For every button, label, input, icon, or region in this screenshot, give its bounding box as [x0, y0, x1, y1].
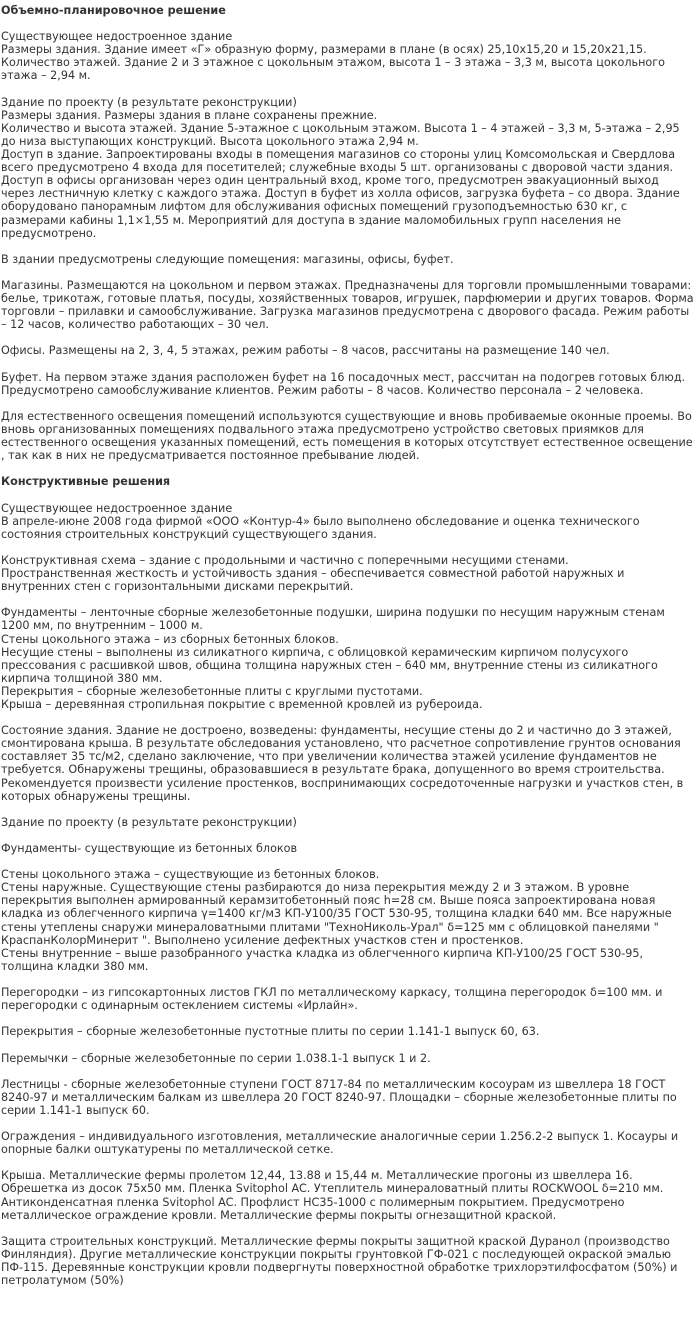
project-floors-text: Количество и высота этажей. Здание 5-этажное с цокольным этажом. Высота 1 – 4 этажей – 3,3 м, 5-этажа – 2,95 до низа выступающих конструкций. Высота цокольного этажа 2,94 м.	[1, 121, 680, 148]
roof-project-text: Крыша. Металлические фермы пролетом 12,44, 13.88 и 15,44 м. Металлические прогоны из швеллера 16. Обрешетка из досок 75х50 мм. Пленка Svitophol AC. Утеплитель минераловатный плиты ROCKWOOL δ=210 мм. Антиконденсатная пленка Svitophol AC. Профлист НС35-1000 с полимерным покрытием. Предусмотрено металлическое ограждение кровли. Металлические фермы покрыты огнезащитной краской.	[1, 1169, 664, 1222]
scheme-block	[1, 554, 695, 593]
lintels-text: Перемычки – сборные железобетонные по серии 1.038.1-1 выпуск 1 и 2.	[1, 1051, 431, 1065]
structures-block	[1, 606, 695, 711]
basement-walls-text: Стены цокольного этажа – из сборных бетонных блоков.	[1, 632, 339, 646]
roof-existing-text: Крыша – деревянная стропильная покрытие с временной кровлей из рубероида.	[1, 697, 483, 711]
internal-walls-text: Стены внутренние – выше разобранного участка кладка из облегченного кирпича КП-У100/25 ГОСТ 530-95, толщина кладки 380 мм.	[1, 946, 644, 973]
rooms-text: В здании предусмотрены следующие помещения: магазины, офисы, буфет.	[1, 252, 454, 266]
shops-text: Магазины. Размещаются на цокольном и первом этажах. Предназначены для торговли промышленными товарами: белье, трикотаж, готовые платья, посуды, хозяйственных товаров, игрушек, парфюмерии и других товаров. Форма торговли – прилавки и самообслуживание. Загрузка магазинов предусмотрена с дворового фасада. Режим работы – 12 часов, количество работающих – 30 чел.	[1, 278, 694, 332]
condition-text: Состояние здания. Здание не достроено, возведены: фундаменты, несущие стены до 2 и частично до 3 этажей, смонтирована крыша. В результате обследования установлено, что расчетное сопротивление грунтов основания составляет 35 тс/м2, сделано заключение, что при увеличении количества этажей усиление фундаментов не требуется. Обнаружены трещины, образовавшиеся в результате брака, допущенного во время строительства. Рекомендуется произвести усиление простенков, воспринимающих сосредоточенные нагрузки и участков стен, в которых обнаружены трещины.	[1, 724, 684, 803]
stairs-text: Лестницы - сборные железобетонные ступени ГОСТ 8717-84 по металлическим косоурам из швеллера 18 ГОСТ 8240-97 и металлическим балкам из швеллера 20 ГОСТ 8240-97. Площадки – сборные железобетонные плиты по серии 1.141-1 выпуск 60.	[1, 1077, 677, 1117]
scheme-text: Конструктивная схема – здание с продольными и частично с поперечными несущими стенами.	[1, 553, 569, 567]
buffet-text: Буфет. На первом этаже здания расположен буфет на 16 посадочных мест, рассчитан на подогрев готовых блюд. Предусмотрено самообслуживание клиентов. Режим работы – 8 часов. Количество персонала – 2 человека.	[1, 370, 686, 397]
rigidity-text: Пространственная жесткость и устойчивость здания – обеспечивается совместной работой наружных и внутренних стен с горизонтальными дисками перекрытий.	[1, 567, 625, 594]
fences-text: Ограждения – индивидуального изготовления, металлические аналогичные серии 1.256.2-2 выпуск 1. Косауры и опорные балки оштукатурены по металлической сетке.	[1, 1130, 679, 1157]
project-structural-heading: Здание по проекту (в результате реконструкции)	[1, 815, 297, 829]
section-title-structural: Конструктивные решения	[1, 475, 171, 489]
slabs-project-text: Перекрытия – сборные железобетонные пустотные плиты по серии 1.141-1 выпуск 60, 63.	[1, 1025, 540, 1039]
building-dimensions-text: Размеры здания. Здание имеет «Г» образную форму, размерами в плане (в осях) 25,10х15,20 и 15,20х21,15.	[1, 43, 647, 57]
floor-count-text: Количество этажей. Здание 2 и 3 этажное с цокольным этажом, высота 1 – 3 этажа – 3,3 м, высота цокольного этажа – 2,94 м.	[1, 56, 665, 83]
section-title-planning: Объемно-планировочное решение	[1, 4, 226, 17]
survey-block	[1, 502, 695, 541]
survey-text: В апреле-июне 2008 года фирмой «ООО «Контур-4» было выполнено обследование и оценка технического состояния строительных конструкций существующего здания.	[1, 514, 640, 541]
walls-block	[1, 868, 695, 973]
access-text: Доступ в здание. Запроектированы входы в помещения магазинов со стороны улиц Комсомольская и Свердлова всего предусмотрено 4 входа для посетителей; служебные входы 5 шт. организованы с дворовой части здания. Доступ в офисы организован через один центральный вход, кроме того, предусмотрен эвакуационный выход через лестничную клетку с каждого этажа. Доступ в буфет из холла офисов, загрузка буфета – со двора. Здание оборудовано панорамным лифтом для обслуживания офисных помещений грузоподъемностью 630 кг, с размерами кабины 1,1×1,55 м. Мероприятий для доступа в здание маломобильных групп населения не предусмотрено.	[1, 148, 680, 240]
bearing-walls-text: Несущие стены – выполнены из силикатного кирпича, с облицовкой керамическим кирпичом полусухого прессования с расшивкой швов, община толщина наружных стен – 640 мм, внутренние стены из силикатного кирпича толщиной 380 мм.	[1, 645, 658, 685]
slabs-existing-text: Перекрытия – сборные железобетонные плиты с круглыми пустотами.	[1, 684, 423, 698]
basement-walls-project-text: Стены цокольного этажа – существующие из бетонных блоков.	[1, 868, 380, 882]
existing-building-heading: Существующее недостроенное здание	[1, 30, 233, 44]
survey-heading: Существующее недостроенное здание	[1, 501, 233, 515]
foundations-project-text: Фундаменты- существующие из бетонных блоков	[1, 842, 298, 855]
project-building-block	[1, 96, 695, 240]
external-walls-text: Стены наружные. Существующие стены разбираются до низа перекрытия между 2 и 3 этажом. В уровне перекрытия выполнен армированный керамзитобетонный пояс h=28 см. Выше пояса запроектирована новая кладка из облегченного кирпича γ=1400 кг/м3 КП-У100/35 ГОСТ 530-95, толщина кладки 640 мм. Все наружные стены утеплены снаружи минераловатными плитами "ТехноНиколь-Урал" δ=125 мм с облицовкой панелями " КраспанКолорМинерит ". Выполнено усиление дефектных участков стен и простенков.	[1, 881, 672, 947]
project-dimensions-text: Размеры здания. Размеры здания в плане сохранены прежние.	[1, 108, 378, 122]
protection-text: Защита строительных конструкций. Металлические фермы покрыты защитной краской Дуранол (производство Финляндия). Другие металлические конструкции покрыты грунтовкой ГФ-021 с последующей окраской эмалью ПФ-115. Деревянные конструкции кровли подвергнуты поверхностной обработке трихлорэтилфосфатом (50%) и петролатумом (50%)	[1, 1234, 678, 1288]
foundations-existing-text: Фундаменты – ленточные сборные железобетонные подушки, ширина подушки по несущим наружным стенам 1200 мм, по внутренним – 1000 м.	[1, 606, 665, 633]
offices-text: Офисы. Размещены на 2, 3, 4, 5 этажах, режим работы – 8 часов, рассчитаны на размещение 140 чел.	[1, 344, 610, 358]
lighting-text: Для естественного освещения помещений используются существующие и вновь пробиваемые оконные проемы. Во вновь организованных помещениях подвального этажа предусмотрено устройство световых приямков для естественного освещения указанных помещений, есть помещения в которых отсутствует естественное освещение , так как в них не предусматривается постоянное пребывание людей.	[1, 409, 693, 463]
existing-building-block	[1, 30, 695, 82]
project-building-heading: Здание по проекту (в результате реконструкции)	[1, 95, 297, 109]
partitions-text: Перегородки – из гипсокартонных листов ГКЛ по металлическому каркасу, толщина перегородок δ=100 мм. и перегородки с одинарным остеклением системы «Ирлайн».	[1, 986, 663, 1013]
